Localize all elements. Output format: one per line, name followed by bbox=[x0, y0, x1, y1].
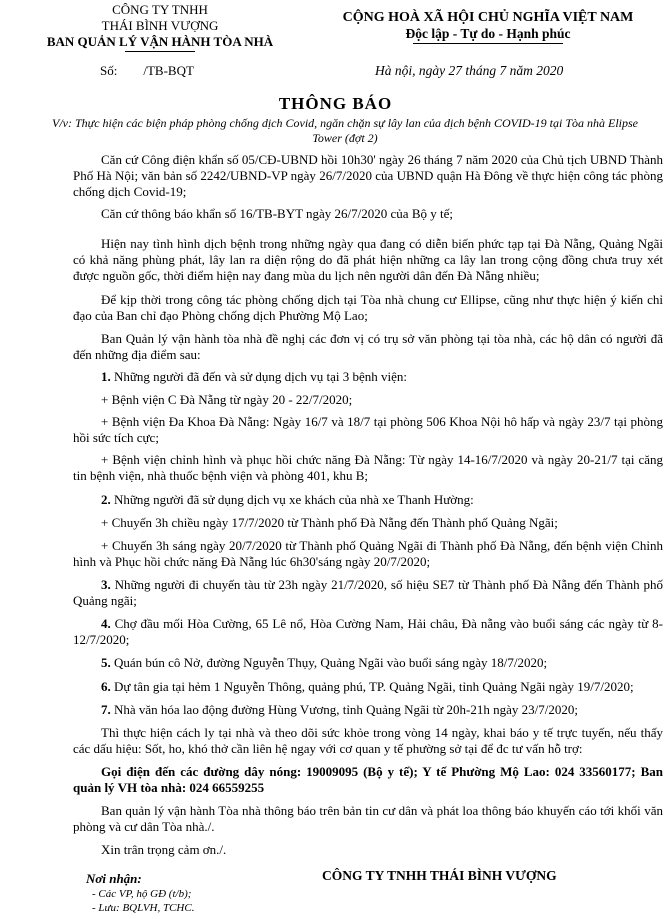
section-3: 3. Những người đi chuyến tàu từ 23h ngày 21/7/2020, số hiệu SE7 từ Thành phố Đà Nẵng đến Thành phố Quảng ngãi; bbox=[73, 577, 663, 608]
department-name: BAN QUẢN LÝ VẬN HÀNH TÒA NHÀ bbox=[46, 34, 274, 49]
recipient-item: - Lưu: BQLVH, TCHC. bbox=[92, 902, 195, 914]
paragraph-legal-basis-2: Căn cứ thông báo khẩn số 16/TB-BYT ngày 26/7/2020 của Bộ y tế; bbox=[101, 206, 453, 221]
motto: Độc lập - Tự do - Hạnh phúc bbox=[405, 26, 571, 41]
section-1-heading: 1. Những người đã đến và sử dụng dịch vụ tại 3 bệnh viện: bbox=[101, 369, 408, 384]
company-line2: THÁI BÌNH VƯỢNG bbox=[101, 18, 219, 33]
section-5: 5. Quán bún cô Nở, đường Nguyễn Thụy, Quảng Ngãi vào buổi sáng ngày 18/7/2020; bbox=[101, 655, 548, 670]
issue-date: Hà nội, ngày 27 tháng 7 năm 2020 bbox=[375, 63, 564, 78]
section-2-item-a: + Chuyến 3h chiều ngày 17/7/2020 từ Thành phố Đà Nẵng đến Thành phố Quảng Ngãi; bbox=[101, 515, 558, 530]
section-1-item-b: + Bệnh viện Đa Khoa Đà Nẵng: Ngày 16/7 và 18/7 tại phòng 506 Khoa Nội hô hấp và ngày 23/7 tại phòng hồi sức tích cực; bbox=[73, 414, 663, 445]
section-2-heading: 2. Những người đã sử dụng dịch vụ xe khách của nhà xe Thanh Hường: bbox=[101, 492, 474, 507]
issuer-block bbox=[22, 2, 298, 52]
national-header bbox=[318, 10, 658, 44]
paragraph-announcement: Ban quản lý vận hành Tòa nhà thông báo trên bản tin cư dân và phát loa thông báo khuyến cáo tới khối văn phòng và cư dân Tòa nhà./. bbox=[73, 803, 663, 834]
signer-company: CÔNG TY TNHH THÁI BÌNH VƯỢNG bbox=[322, 868, 557, 883]
section-4: 4. Chợ đầu mối Hòa Cường, 65 Lê nổ, Hòa Cường Nam, Hải châu, Đà nẵng vào buổi sáng các ngày từ 8-12/7/2020; bbox=[73, 616, 663, 647]
paragraph-directive: Để kịp thời trong công tác phòng chống dịch tại Tòa nhà chung cư Ellipse, cũng như thực hiện ý kiến chỉ đạo của Ban chỉ đạo Phòng chống dịch Phường Mộ Lao; bbox=[73, 292, 663, 323]
doc-no-label: Số: bbox=[100, 63, 118, 78]
section-6: 6. Dự tân gia tại hẻm 1 Nguyễn Thông, quảng phú, TP. Quảng Ngãi, tỉnh Quảng Ngãi ngày 19/7/2020; bbox=[101, 679, 634, 694]
document-title: THÔNG BÁO bbox=[278, 94, 393, 113]
section-7: 7. Nhà văn hóa lao động đường Hùng Vương, tỉnh Quảng Ngãi từ 20h-21h ngày 23/7/2020; bbox=[101, 702, 578, 717]
recipients-label: Nơi nhận: bbox=[86, 871, 142, 886]
paragraph-thanks: Xin trân trọng cảm ơn./. bbox=[101, 842, 227, 857]
issuer-underline bbox=[125, 51, 195, 52]
paragraph-quarantine: Thì thực hiện cách ly tại nhà và theo dõi sức khỏe trong vòng 14 ngày, khai báo y tế trực tuyến, nếu thấy các dấu hiệu: Sốt, ho, khó thở cần liên hệ ngay với cơ quan y tế phường sở tại để đc tư vấn hỗ trợ: bbox=[73, 725, 663, 756]
section-1-item-a: + Bệnh viện C Đà Nẵng từ ngày 20 - 22/7/2020; bbox=[101, 392, 353, 407]
company-line1: CÔNG TY TNHH bbox=[112, 2, 208, 17]
section-2-item-b: + Chuyến 3h sáng ngày 20/7/2020 từ Thành phố Quảng Ngãi đi Thành phố Đà Nẵng, đến bệnh viện Chỉnh hình và Phục hồi chức năng Đà Nẵng lúc 6h30'sáng ngày 20/7/2020; bbox=[73, 538, 663, 569]
country-name: CỘNG HOÀ XÃ HỘI CHỦ NGHĨA VIỆT NAM bbox=[342, 10, 634, 25]
document-number bbox=[100, 63, 194, 79]
paragraph-request: Ban Quản lý vận hành tòa nhà đề nghị các đơn vị có trụ sở văn phòng tại tòa nhà, các hộ dân có người đã đến những địa điểm sau: bbox=[73, 331, 663, 362]
paragraph-legal-basis-1: Căn cứ Công điện khẩn số 05/CĐ-UBND hồi 10h30' ngày 26 tháng 7 năm 2020 của Chủ tịch UBND Thành Phố Hà Nội; văn bản số 2242/UBND-VP ngày 26/7/2020 của UBND quận Hà Đông về thực hiện công tác phòng chống dịch Covid-19; bbox=[73, 152, 663, 199]
motto-underline bbox=[413, 43, 563, 44]
section-1-item-c: + Bệnh viện chỉnh hình và phục hồi chức năng Đà Nẵng: Từ ngày 14-16/7/2020 và ngày 20-21/7 tại căng tin bệnh viện, nhà thuốc bệnh viện và phòng 401, khu B; bbox=[73, 452, 663, 483]
recipients-list bbox=[92, 887, 194, 915]
paragraph-situation: Hiện nay tình hình dịch bệnh trong những ngày qua đang có diễn biến phức tạp tại Đà Nẵng, Quảng Ngãi có khả năng phùng phát, lây lan ra diện rộng do đã phát hiện những ca lây lan trong cộng đồng chưa truy xét được nguồn gốc, thời điểm hiện nay đang mùa du lịch nên người dân đến Đà Nẵng nhiều; bbox=[73, 236, 663, 283]
doc-no-code: /TB-BQT bbox=[143, 63, 194, 78]
recipient-item: - Các VP, hộ GĐ (t/b); bbox=[92, 888, 192, 900]
hotline-numbers: Gọi điện đến các đường dây nóng: 19009095 (Bộ y tế); Y tế Phường Mộ Lao: 024 33560177; Ban quản lý VH tòa nhà: 024 66559255 bbox=[73, 764, 663, 795]
document-subject: V/v: Thực hiện các biện pháp phòng chống dịch Covid, ngăn chặn sự lây lan của dịch bệnh COVID-19 tại Tòa nhà Elipse Tower (đợt 2) bbox=[52, 116, 638, 145]
